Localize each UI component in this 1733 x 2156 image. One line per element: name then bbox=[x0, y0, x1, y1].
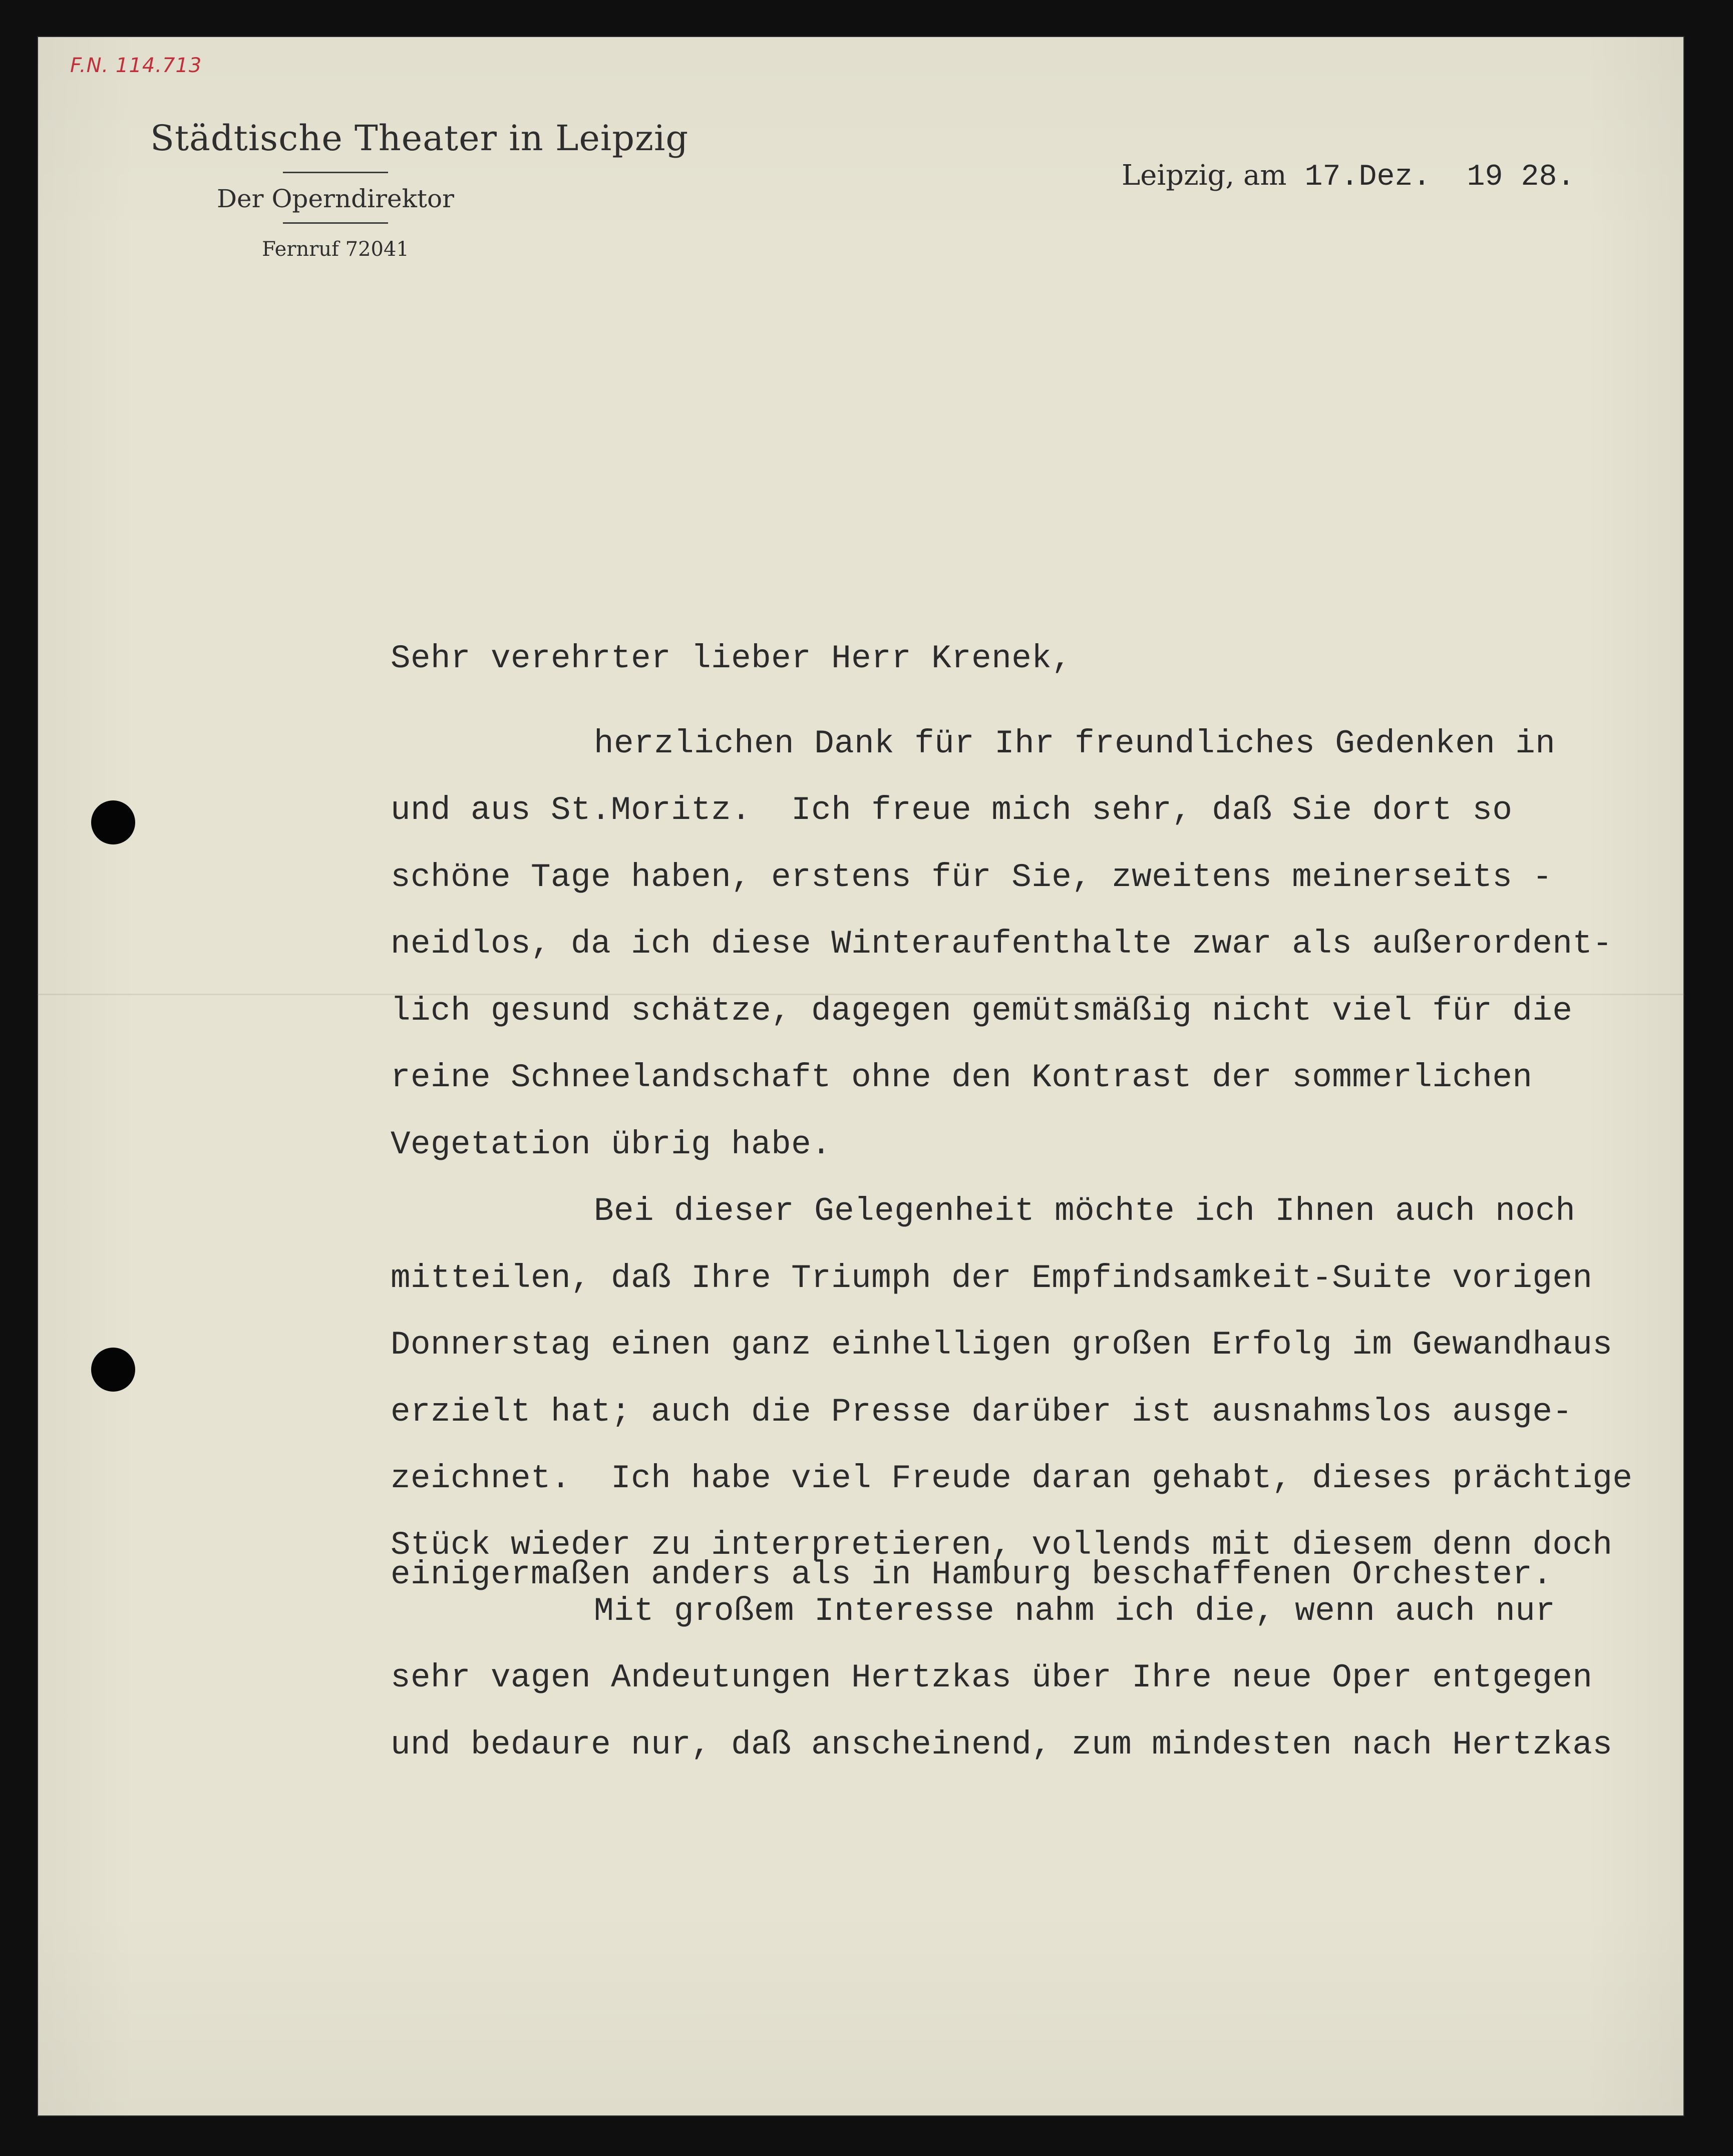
letterhead-rule-upper bbox=[283, 172, 388, 173]
letterhead bbox=[150, 118, 689, 261]
dateline-place: Leipzig, am bbox=[1122, 159, 1287, 192]
punch-hole-lower bbox=[91, 1348, 135, 1392]
letter-line: und aus St.Moritz. Ich freue mich sehr, daß Sie dort so bbox=[391, 791, 1513, 829]
dateline-day-month: 17.Dez. bbox=[1304, 160, 1431, 194]
punch-hole-upper bbox=[91, 800, 135, 844]
letter-line: zeichnet. Ich habe viel Freude daran gehabt, dieses prächtige bbox=[391, 1460, 1633, 1497]
letterhead-rule-lower bbox=[283, 222, 388, 224]
letterhead-department: Der Operndirektor bbox=[216, 184, 455, 213]
letter-line: neidlos, da ich diese Winteraufenthalte zwar als außerordent- bbox=[391, 925, 1613, 963]
letter-line: lich gesund schätze, dagegen gemütsmäßig nicht viel für die bbox=[391, 992, 1573, 1030]
letter-line: erzielt hat; auch die Presse darüber ist ausnahmslos ausge- bbox=[391, 1393, 1573, 1431]
letter-line: mitteilen, daß Ihre Triumph der Empfindsamkeit-Suite vorigen bbox=[391, 1259, 1593, 1297]
letter-line: Bei dieser Gelegenheit möchte ich Ihnen auch noch bbox=[594, 1192, 1576, 1230]
letter-line: Stück wieder zu interpretieren, vollends mit diesem denn doch bbox=[391, 1526, 1613, 1564]
letter-line: Mit großem Interesse nahm ich die, wenn auch nur bbox=[594, 1592, 1556, 1630]
dateline bbox=[1122, 159, 1575, 194]
letter-line: einigermaßen anders als in Hamburg beschaffenen Orchester. bbox=[391, 1556, 1553, 1593]
dateline-century: 19 bbox=[1467, 160, 1503, 194]
dateline-year: 28. bbox=[1521, 160, 1575, 194]
letter-line: Donnerstag einen ganz einhelligen großen Erfolg im Gewandhaus bbox=[391, 1326, 1613, 1364]
archive-reference-mark: F.N. 114.713 bbox=[70, 54, 202, 77]
letter-line: sehr vagen Andeutungen Hertzkas über Ihre neue Oper entgegen bbox=[391, 1659, 1593, 1696]
letterhead-phone: Fernruf 72041 bbox=[262, 238, 409, 261]
letter-line: Vegetation übrig habe. bbox=[391, 1126, 832, 1163]
letter-line: reine Schneelandschaft ohne den Kontrast der sommerlichen bbox=[391, 1059, 1533, 1096]
letter-line: herzlichen Dank für Ihr freundliches Gedenken in bbox=[594, 725, 1556, 762]
letterhead-institution: Städtische Theater in Leipzig bbox=[150, 118, 689, 159]
letter-line: schöne Tage haben, erstens für Sie, zweitens meinerseits - bbox=[391, 858, 1553, 896]
letter-line: und bedaure nur, daß anscheinend, zum mindesten nach Hertzkas bbox=[391, 1726, 1613, 1764]
letter-salutation: Sehr verehrter lieber Herr Krenek, bbox=[391, 640, 1072, 677]
